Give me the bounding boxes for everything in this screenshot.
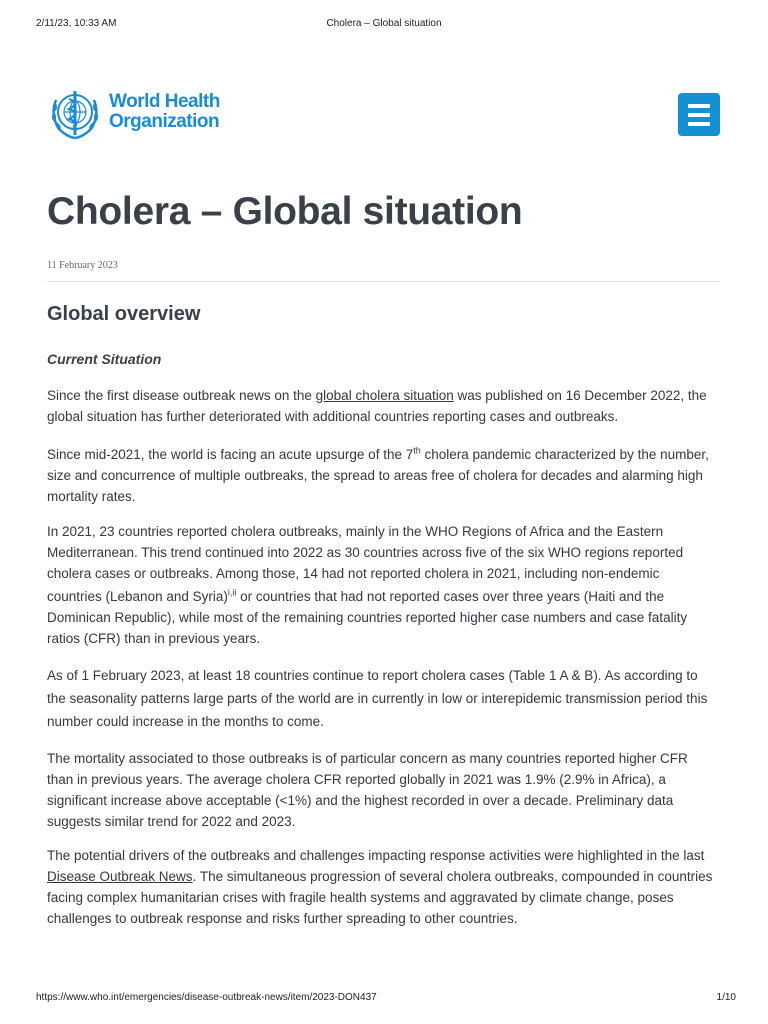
global-cholera-situation-link[interactable]: global cholera situation xyxy=(315,388,454,403)
text: suggests similar trend for 2022 and 2023. xyxy=(47,814,296,829)
logo-text xyxy=(109,92,220,132)
text: global situation has further deteriorated with additional countries reporting cases and outbreaks. xyxy=(47,409,619,424)
subsection-heading: Current Situation xyxy=(47,351,162,367)
text: or countries that had not reported cases over three years (Haiti and the xyxy=(236,589,665,604)
text: In 2021, 23 countries reported cholera outbreaks, mainly in the WHO Regions of Africa and the Eastern xyxy=(47,524,664,539)
hamburger-icon-bar xyxy=(688,113,710,117)
text: the seasonality patterns large parts of the world are in currently in low or interepidemic transmission period this xyxy=(47,691,708,706)
hamburger-icon-bar xyxy=(688,122,710,126)
text: ratios (CFR) than in previous years. xyxy=(47,631,261,646)
print-datetime: 2/11/23, 10:33 AM xyxy=(36,18,117,29)
section-heading: Global overview xyxy=(47,303,201,325)
text: countries (Lebanon and Syria) xyxy=(47,589,228,604)
menu-button[interactable] xyxy=(678,93,720,136)
footnote-reference[interactable]: i,ii xyxy=(227,587,237,598)
text: The potential drivers of the outbreaks and challenges impacting response activities were highlighted in the last xyxy=(47,848,705,863)
page-number: 1/10 xyxy=(716,992,736,1003)
text: facing complex humanitarian crises with fragile health systems and aggravated by climate change, poses xyxy=(47,890,674,905)
text: size and concurrence of multiple outbreaks, the spread to areas free of cholera for decades and alarming high xyxy=(47,468,703,483)
text: Since the first disease outbreak news on the xyxy=(47,388,316,403)
who-logo[interactable] xyxy=(47,85,227,141)
paragraph-5 xyxy=(47,748,723,832)
text: As of 1 February 2023, at least 18 countries continue to report cholera cases (Table 1 A & B). As according to xyxy=(47,668,698,683)
text: was published on 16 December 2022, the xyxy=(453,388,707,403)
text: Mediterranean. This trend continued into 2022 as 30 countries across five of the six WHO regions reported xyxy=(47,545,684,560)
print-title: Cholera – Global situation xyxy=(326,18,442,29)
paragraph-2 xyxy=(47,444,723,507)
text: mortality rates. xyxy=(47,489,136,504)
text: than in previous years. The average cholera CFR reported globally in 2021 was 1.9% (2.9% in Africa), a xyxy=(47,772,666,787)
paragraph-3 xyxy=(47,521,723,649)
text: challenges to outbreak response and risks further spreading to other countries. xyxy=(47,911,518,926)
text: number could increase in the months to come. xyxy=(47,714,324,729)
page-title: Cholera – Global situation xyxy=(47,190,523,233)
who-emblem-icon xyxy=(47,85,103,141)
text: cholera cases or outbreaks. Among those, 14 had not reported cholera in 2021, including non-endemic xyxy=(47,566,660,581)
logo-line-1: World Health xyxy=(109,91,220,112)
paragraph-1 xyxy=(47,385,723,427)
text: significant increase above acceptable (<1%) and the highest recorded in over a decade. Preliminary data xyxy=(47,793,674,808)
text: . The simultaneous progression of several cholera outbreaks, compounded in countries xyxy=(192,869,713,884)
logo-line-2: Organization xyxy=(109,111,220,132)
text: Dominican Republic), while most of the remaining countries reported higher case numbers and case fatality xyxy=(47,610,688,625)
publication-date: 11 February 2023 xyxy=(47,260,118,271)
text: The mortality associated to those outbreaks is of particular concern as many countries reported higher CFR xyxy=(47,751,688,766)
hamburger-icon xyxy=(688,104,710,108)
superscript: th xyxy=(413,445,421,456)
divider xyxy=(47,281,720,282)
print-url: https://www.who.int/emergencies/disease-outbreak-news/item/2023-DON437 xyxy=(36,992,377,1003)
text: cholera pandemic characterized by the number, xyxy=(420,447,709,462)
disease-outbreak-news-link[interactable]: Disease Outbreak News xyxy=(47,869,193,884)
paragraph-4 xyxy=(47,664,723,733)
paragraph-6 xyxy=(47,845,723,929)
text: Since mid-2021, the world is facing an acute upsurge of the 7 xyxy=(47,447,414,462)
